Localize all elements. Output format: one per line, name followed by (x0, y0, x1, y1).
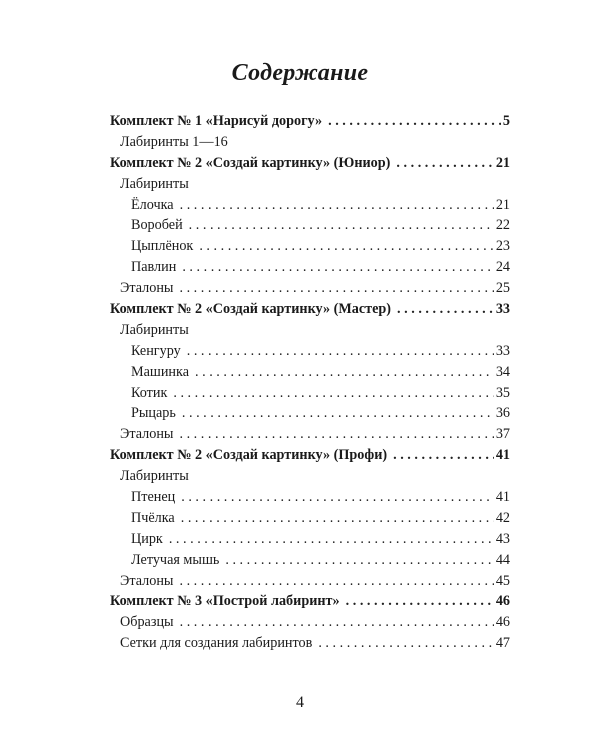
page-title: Содержание (231, 60, 369, 86)
toc-leader-dots (173, 385, 493, 402)
toc-entry-page: 45 (495, 572, 510, 589)
toc-entry-page: 23 (495, 238, 510, 255)
toc-leader-dots (181, 489, 494, 506)
toc-entry-page: 33 (495, 301, 510, 318)
toc-leader-dots (199, 238, 493, 255)
toc-leader-dots (346, 593, 494, 610)
toc-leader-dots (189, 217, 494, 234)
toc-entry-label: Летучая мышь (131, 551, 220, 568)
toc-entry-page: 41 (495, 489, 510, 506)
toc-entry-label: Ёлочка (131, 196, 174, 213)
page-number: 4 (296, 694, 304, 711)
toc-entry (110, 447, 510, 468)
toc-leader-dots (318, 635, 493, 652)
toc-entry (110, 635, 510, 656)
toc-entry-page: 33 (495, 342, 510, 359)
toc-entry (110, 614, 510, 635)
table-of-contents (110, 113, 510, 656)
toc-leader-dots (181, 510, 494, 527)
toc-entry-page: 46 (495, 614, 510, 631)
toc-entry-page: 24 (495, 259, 510, 276)
toc-entry (110, 426, 510, 447)
toc-entry-page: 35 (495, 384, 510, 401)
toc-entry-page: 41 (495, 447, 510, 464)
toc-entry-label: Комплект № 2 «Создай картинку» (Профи) (110, 447, 388, 464)
toc-entry-label: Комплект № 2 «Создай картинку» (Юниор) (110, 154, 391, 171)
toc-entry (110, 217, 510, 238)
toc-entry-label: Комплект № 2 «Создай картинку» (Мастер) (110, 301, 392, 318)
toc-entry-label: Эталоны (120, 572, 174, 589)
toc-entry-page: 42 (495, 509, 510, 526)
toc-leader-dots (396, 155, 493, 172)
toc-entry-label: Птенец (131, 489, 176, 506)
toc-leader-dots (169, 531, 494, 548)
toc-entry-label: Эталоны (120, 426, 174, 443)
toc-entry-label: Комплект № 1 «Нарисуй дорогу» (110, 113, 323, 129)
toc-entry (110, 155, 510, 176)
toc-entry (110, 573, 510, 594)
toc-entry-page: 47 (495, 635, 510, 652)
toc-entry-label: Цыплёнок (131, 238, 194, 255)
toc-entry (110, 489, 510, 510)
toc-entry-label: Лабиринты (120, 175, 189, 192)
toc-entry-page: 22 (495, 217, 510, 234)
toc-entry (110, 301, 510, 322)
toc-entry (110, 113, 510, 134)
toc-entry-label: Павлин (131, 259, 177, 276)
toc-entry (110, 280, 510, 301)
toc-entry (110, 259, 510, 280)
toc-leader-dots (179, 280, 493, 297)
toc-entry (110, 405, 510, 426)
toc-entry-label: Эталоны (120, 280, 174, 297)
toc-leader-dots (328, 113, 501, 130)
toc-entry (110, 552, 510, 573)
toc-entry-page: 21 (495, 196, 510, 213)
toc-leader-dots (180, 614, 494, 631)
toc-entry-label: Кенгуру (131, 342, 181, 359)
toc-leader-dots (225, 552, 493, 569)
toc-entry-page: 21 (495, 154, 510, 171)
toc-entry-label: Пчёлка (131, 509, 175, 526)
toc-entry (110, 176, 510, 197)
toc-entry-page: 43 (495, 530, 510, 547)
toc-entry (110, 385, 510, 406)
toc-leader-dots (393, 447, 494, 464)
toc-entry-page: 44 (495, 551, 510, 568)
toc-entry-page: 25 (495, 280, 510, 297)
toc-entry (110, 510, 510, 531)
toc-entry (110, 593, 510, 614)
toc-leader-dots (180, 197, 494, 214)
toc-entry-label: Сетки для создания лабиринтов (120, 635, 313, 652)
toc-leader-dots (195, 364, 494, 381)
toc-leader-dots (397, 301, 494, 318)
toc-entry-label: Рыцарь (131, 405, 176, 422)
toc-entry (110, 364, 510, 385)
toc-entry (110, 238, 510, 259)
toc-entry-label: Комплект № 3 «Построй лабиринт» (110, 593, 340, 610)
toc-leader-dots (182, 259, 493, 276)
toc-entry-label: Котик (131, 384, 168, 401)
toc-entry-label: Лабиринты (120, 468, 189, 485)
toc-entry (110, 468, 510, 489)
toc-leader-dots (182, 405, 494, 422)
toc-entry-label: Лабиринты 1—16 (120, 133, 228, 150)
toc-entry-page: 5 (502, 113, 510, 129)
toc-entry-label: Воробей (131, 217, 183, 234)
toc-entry (110, 322, 510, 343)
toc-leader-dots (179, 426, 493, 443)
toc-leader-dots (179, 573, 493, 590)
toc-entry-page: 34 (495, 363, 510, 380)
toc-entry-label: Цирк (131, 530, 163, 547)
toc-entry-page: 46 (495, 593, 510, 610)
toc-entry-page: 36 (495, 405, 510, 422)
toc-entry (110, 134, 510, 155)
toc-entry-page: 37 (495, 426, 510, 443)
toc-entry-label: Машинка (131, 363, 189, 380)
toc-entry (110, 197, 510, 218)
toc-entry-label: Лабиринты (120, 321, 189, 338)
toc-entry-label: Образцы (120, 614, 174, 631)
toc-entry (110, 531, 510, 552)
toc-leader-dots (187, 343, 494, 360)
toc-entry (110, 343, 510, 364)
